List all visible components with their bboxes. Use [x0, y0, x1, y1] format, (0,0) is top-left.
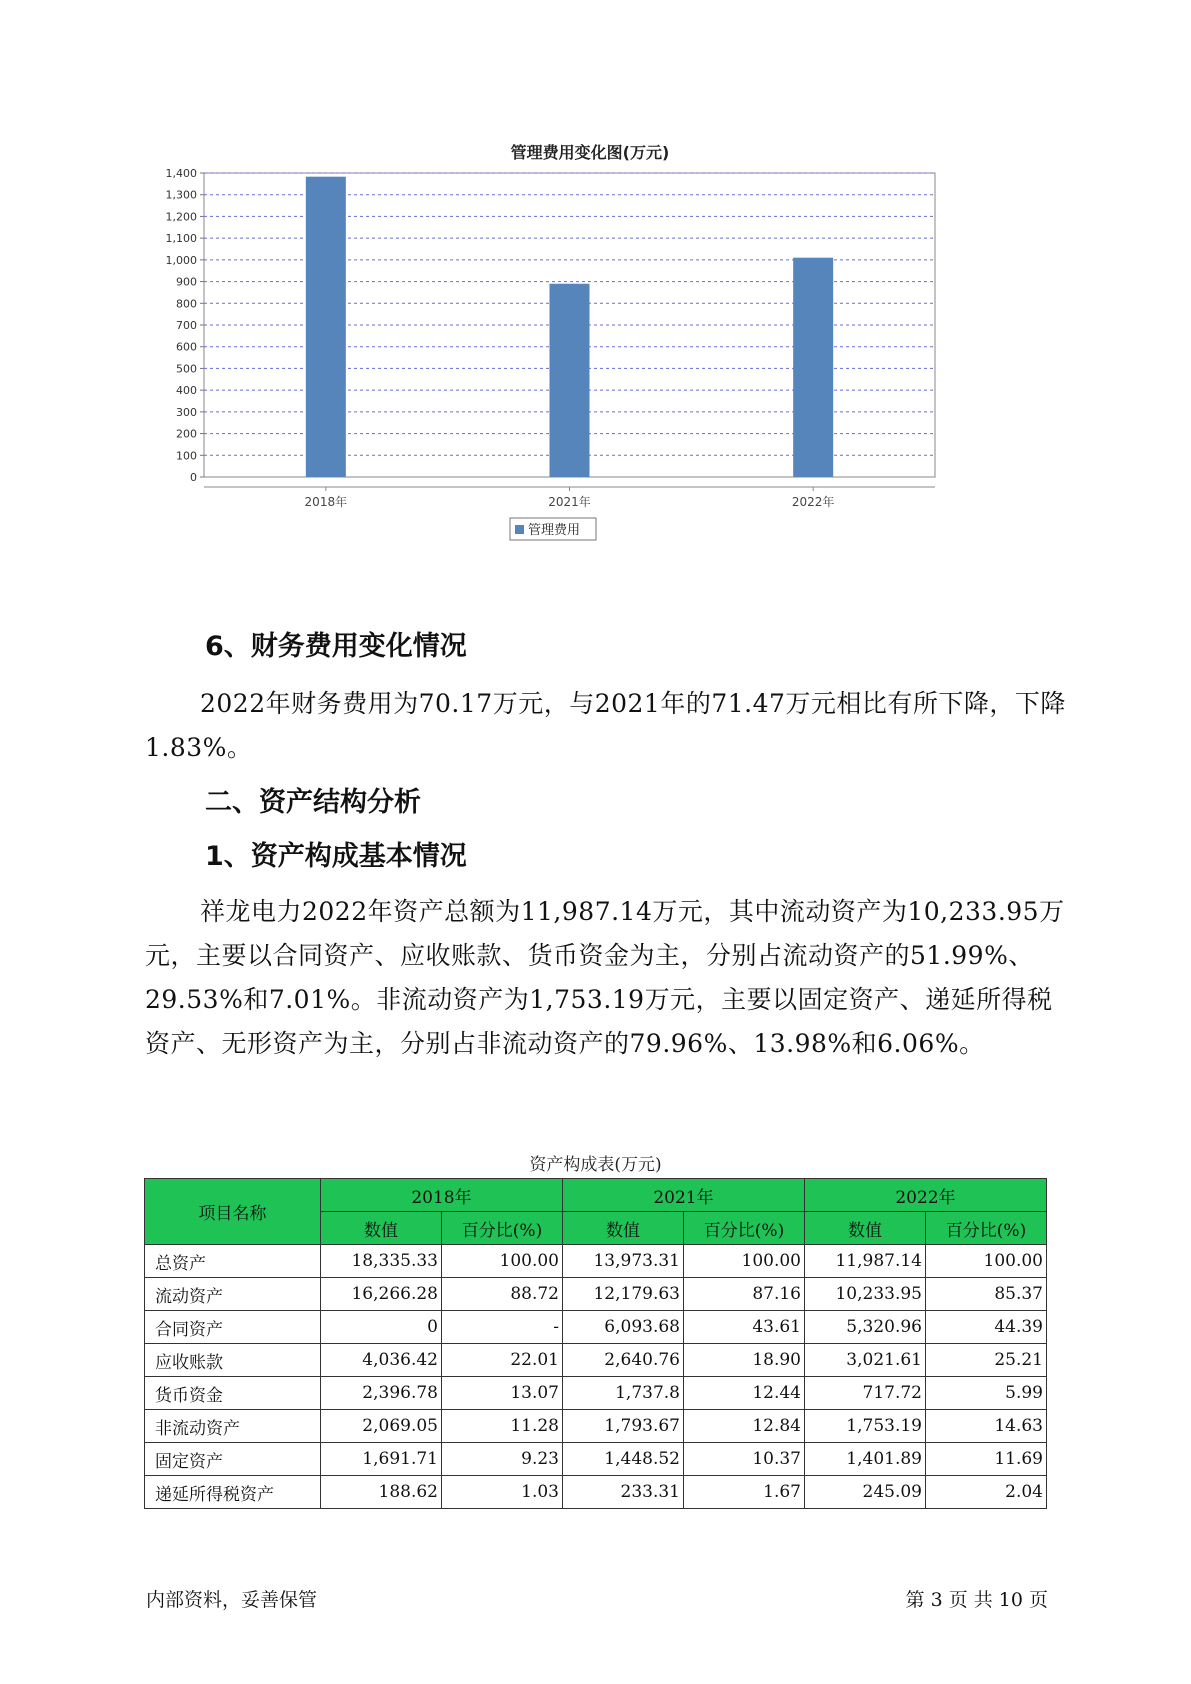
header-percent: 百分比(%): [442, 1212, 563, 1245]
table-row: [145, 1344, 1047, 1377]
row-label: 货币资金: [145, 1377, 321, 1410]
cell-percent: 85.37: [926, 1278, 1047, 1311]
x-tick-label: 2018年: [304, 495, 348, 509]
x-tick-label: 2022年: [791, 495, 835, 509]
cell-percent: 100.00: [684, 1245, 805, 1278]
table-row: [145, 1377, 1047, 1410]
cell-percent: 12.84: [684, 1410, 805, 1443]
cell-percent: 12.44: [684, 1377, 805, 1410]
cell-percent: 11.28: [442, 1410, 563, 1443]
chart-canvas: [150, 140, 1030, 590]
cell-value: 1,793.67: [563, 1410, 684, 1443]
y-tick-label: 700: [176, 319, 197, 332]
cell-value: 6,093.68: [563, 1311, 684, 1344]
y-tick-label: 1,200: [165, 210, 197, 224]
x-tick-label: 2021年: [548, 495, 591, 509]
cell-percent: 1.03: [442, 1476, 563, 1509]
cell-value: 1,737.8: [563, 1377, 684, 1410]
cell-percent: 88.72: [442, 1278, 563, 1311]
cell-percent: 1.67: [684, 1476, 805, 1509]
cell-value: 2,396.78: [321, 1377, 442, 1410]
cell-value: 2,640.76: [563, 1344, 684, 1377]
row-label: 总资产: [145, 1245, 321, 1278]
row-label: 流动资产: [145, 1278, 321, 1311]
y-tick-label: 1,100: [165, 232, 197, 246]
header-percent: 百分比(%): [684, 1212, 805, 1245]
cell-percent: 100.00: [926, 1245, 1047, 1278]
row-label: 应收账款: [145, 1344, 321, 1377]
cell-percent: 43.61: [684, 1311, 805, 1344]
y-tick-label: 1,000: [165, 253, 197, 267]
header-year: 2021年: [563, 1179, 805, 1212]
y-tick-label: 1,400: [165, 167, 197, 180]
header-percent: 百分比(%): [926, 1212, 1047, 1245]
table-row: [145, 1311, 1047, 1344]
cell-value: 233.31: [563, 1476, 684, 1509]
header-year: 2018年: [321, 1179, 563, 1212]
table-row: [145, 1410, 1047, 1443]
legend-swatch: [515, 525, 524, 534]
section-heading-finance-expense: 6、财务费用变化情况: [205, 631, 467, 662]
cell-value: 1,753.19: [805, 1410, 926, 1443]
y-tick-label: 900: [176, 275, 197, 289]
row-label: 固定资产: [145, 1443, 321, 1476]
cell-percent: 11.69: [926, 1443, 1047, 1476]
cell-value: 1,691.71: [321, 1443, 442, 1476]
cell-value: 717.72: [805, 1377, 926, 1410]
table-row: [145, 1278, 1047, 1311]
y-tick-label: 200: [176, 427, 197, 441]
section-heading-asset-composition: 1、资产构成基本情况: [205, 841, 467, 872]
header-item-name: 项目名称: [145, 1179, 321, 1245]
cell-value: 2,069.05: [321, 1410, 442, 1443]
cell-value: 1,448.52: [563, 1443, 684, 1476]
cell-percent: 14.63: [926, 1410, 1047, 1443]
row-label: 非流动资产: [145, 1410, 321, 1443]
bar: [306, 177, 346, 477]
table-row: [145, 1443, 1047, 1476]
cell-percent: 5.99: [926, 1377, 1047, 1410]
header-value: 数值: [321, 1212, 442, 1245]
asset-composition-table: [144, 1178, 1047, 1509]
table-row: [145, 1476, 1047, 1509]
cell-percent: 44.39: [926, 1311, 1047, 1344]
footer-confidential-note: 内部资料，妥善保管: [146, 1589, 318, 1611]
cell-value: 3,021.61: [805, 1344, 926, 1377]
header-value: 数值: [563, 1212, 684, 1245]
cell-value: 10,233.95: [805, 1278, 926, 1311]
cell-percent: -: [442, 1311, 563, 1344]
cell-value: 245.09: [805, 1476, 926, 1509]
cell-value: 0: [321, 1311, 442, 1344]
y-tick-label: 1,300: [165, 188, 197, 202]
cell-percent: 100.00: [442, 1245, 563, 1278]
cell-percent: 9.23: [442, 1443, 563, 1476]
finance-expense-paragraph: 2022年财务费用为70.17万元，与2021年的71.47万元相比有所下降，下降1.83%。: [145, 689, 1066, 762]
cell-value: 18,335.33: [321, 1245, 442, 1278]
cell-percent: 2.04: [926, 1476, 1047, 1509]
table-caption: 资产构成表(万元): [529, 1155, 662, 1175]
cell-value: 11,987.14: [805, 1245, 926, 1278]
cell-value: 12,179.63: [563, 1278, 684, 1311]
y-tick-label: 500: [176, 362, 197, 376]
cell-percent: 18.90: [684, 1344, 805, 1377]
cell-percent: 25.21: [926, 1344, 1047, 1377]
y-tick-label: 0: [190, 471, 197, 484]
y-tick-label: 800: [176, 297, 197, 311]
y-tick-label: 400: [176, 384, 197, 398]
cell-value: 16,266.28: [321, 1278, 442, 1311]
y-tick-label: 100: [176, 449, 197, 463]
y-tick-label: 600: [176, 340, 197, 354]
cell-value: 13,973.31: [563, 1245, 684, 1278]
header-value: 数值: [805, 1212, 926, 1245]
cell-value: 5,320.96: [805, 1311, 926, 1344]
cell-value: 1,401.89: [805, 1443, 926, 1476]
header-year: 2022年: [805, 1179, 1047, 1212]
chart-title: 管理费用变化图(万元): [510, 143, 670, 162]
cell-percent: 87.16: [684, 1278, 805, 1311]
cell-value: 188.62: [321, 1476, 442, 1509]
row-label: 递延所得税资产: [145, 1476, 321, 1509]
cell-value: 4,036.42: [321, 1344, 442, 1377]
table-row: [145, 1245, 1047, 1278]
asset-composition-paragraph: 祥龙电力2022年资产总额为11,987.14万元，其中流动资产为10,233.95万元，主要以合同资产、应收账款、货币资金为主，分别占流动资产的51.99%、29.53%和7.01%。非流动资产为1,753.19万元，主要以固定资产、递延所得税资产、无形资产为主，分别占非流动资产的79.96%、13.98%和6.06%。: [145, 897, 1065, 1058]
expense-chart: [150, 140, 1030, 590]
cell-percent: 22.01: [442, 1344, 563, 1377]
legend-label: 管理费用: [528, 523, 581, 538]
cell-percent: 13.07: [442, 1377, 563, 1410]
y-tick-label: 300: [176, 405, 197, 419]
cell-percent: 10.37: [684, 1443, 805, 1476]
section-heading-asset-structure: 二、资产结构分析: [205, 787, 421, 818]
bar: [793, 258, 833, 477]
row-label: 合同资产: [145, 1311, 321, 1344]
footer-page-number: 第 3 页 共 10 页: [905, 1589, 1048, 1611]
bar: [550, 284, 590, 477]
